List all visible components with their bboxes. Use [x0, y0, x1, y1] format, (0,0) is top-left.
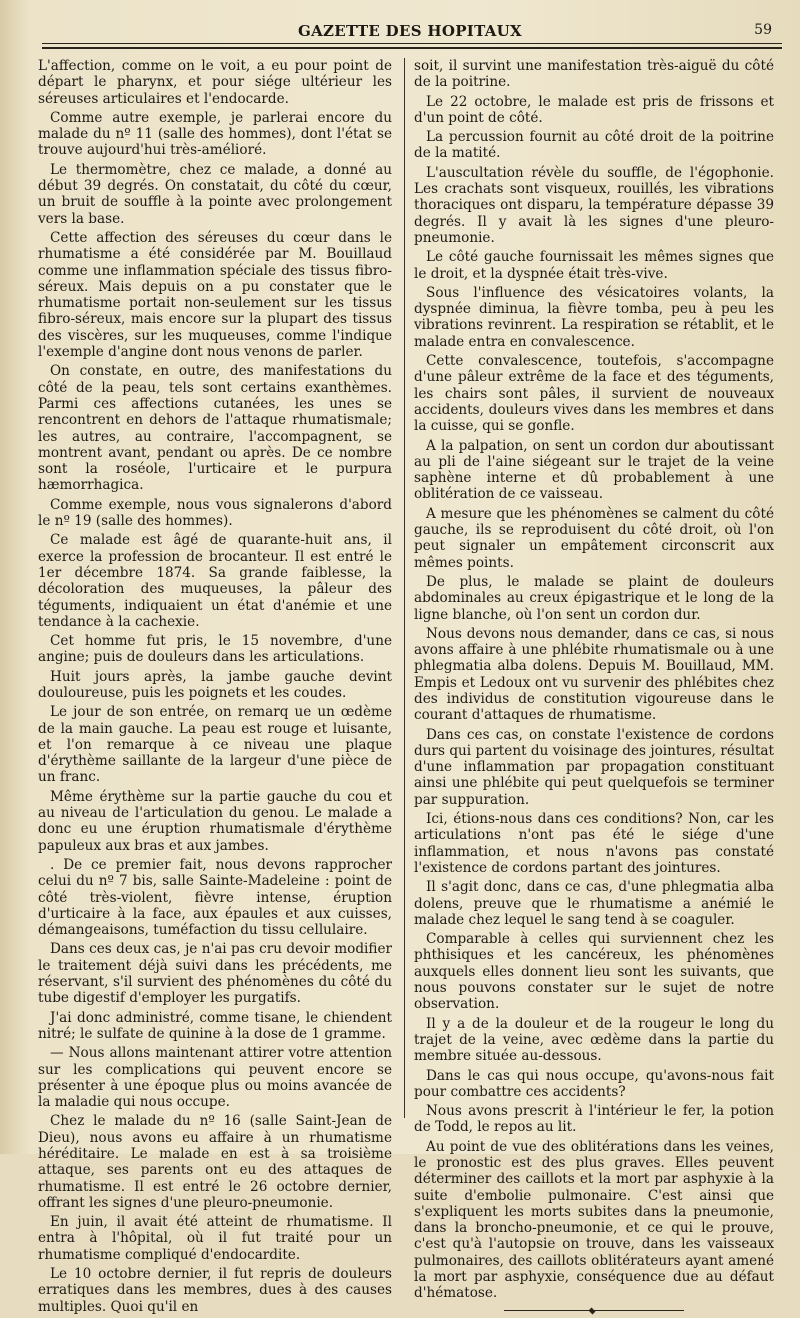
- paragraph: Comparable à celles qui surviennent chez les phthisiques et les cancéreux, les phénomènes auxquels elles donnent lieu sont les suivants, que nous pouvons constater sur le sujet de notre observation.: [414, 931, 774, 1013]
- paragraph: Chez le malade du nº 16 (salle Saint-Jean de Dieu), nous avons eu affaire à un rhumatisme héréditaire. Le malade en est à sa troisième attaque, ses parents ont eu des attaques de rhumatisme. Il est entré le 26 octobre dernier, offrant les signes d'une pleuro-pneumonie.: [38, 1113, 392, 1211]
- paragraph: On constate, en outre, des manifestations du côté de la peau, tels sont certains exanthèmes. Parmi ces affections cutanées, les unes se rencontrent en dehors de l'attaque rhumatismale; les autres, au contraire, l'accompagnent, se montrent avant, pendant ou après. De ce nombre sont la roséole, l'urticaire et le purpura hæmorrhagica.: [38, 363, 392, 494]
- column-divider: [404, 58, 405, 1118]
- paragraph: Dans le cas qui nous occupe, qu'avons-nous fait pour combattre ces accidents?: [414, 1067, 774, 1100]
- paragraph: Le 22 octobre, le malade est pris de frissons et d'un point de côté.: [414, 93, 774, 126]
- paragraph: Dans ces cas, on constate l'existence de cordons durs qui partent du voisinage des jointures, résultat d'une inflammation par propagation constituant ainsi une phlébite qui peut quelquefois se terminer par suppuration.: [414, 726, 774, 808]
- paragraph: Comme autre exemple, je parlerai encore du malade du nº 11 (salle des hommes), dont l'état se trouve aujourd'hui très-amélioré.: [38, 109, 392, 159]
- paragraph: Ce malade est âgé de quarante-huit ans, il exerce la profession de brocanteur. Il est entré le 1er décembre 1874. Sa grande faiblesse, la décoloration des muqueuses, la pâleur des téguments, indiquaient un état d'anémie et une tendance à la cachexie.: [38, 532, 392, 630]
- page-header: [40, 20, 780, 42]
- header-rule-thin: [42, 43, 782, 44]
- paragraph: Le jour de son entrée, on remarq ue un œdème de la main gauche. La peau est rouge et luisante, et l'on remarque à ce niveau une plaque d'érythème saillante de la largeur d'une pièce de un franc.: [38, 704, 392, 786]
- paragraph: A mesure que les phénomènes se calment du côté gauche, ils se reproduisent du côté droit, où l'on peut signaler un empâtement circonscrit aux mêmes points.: [414, 505, 774, 571]
- paragraph: La percussion fournit au côté droit de la poitrine de la matité.: [414, 129, 774, 162]
- paragraph: Il s'agit donc, dans ce cas, d'une phlegmatia alba dolens, preuve que le rhumatisme a anémié le malade chez lequel le sang tend à se coaguler.: [414, 879, 774, 928]
- paragraph: soit, il survint une manifestation très-aiguë du côté de la poitrine.: [414, 58, 774, 91]
- journal-title: GAZETTE DES HOPITAUX: [297, 22, 522, 40]
- paragraph: Cet homme fut pris, le 15 novembre, d'une angine; puis de douleurs dans les articulations.: [38, 633, 392, 666]
- left-column: [38, 58, 392, 1318]
- end-ornament: [504, 1308, 684, 1314]
- paragraph: Le thermomètre, chez ce malade, a donné au début 39 degrés. On constatait, du côté du cœur, un bruit de souffle à la pointe avec prolongement vers la base.: [38, 161, 392, 227]
- paragraph: Même érythème sur la partie gauche du cou et au niveau de l'articulation du genou. Le malade a donc eu une éruption rhumatismale d'érythème papuleux aux bras et aux jambes.: [38, 788, 392, 854]
- paragraph: En juin, il avait été atteint de rhumatisme. Il entra à l'hôpital, où il fut traité pour un rhumatisme compliqué d'endocardite.: [38, 1214, 392, 1263]
- paragraph: Ici, étions-nous dans ces conditions? Non, car les articulations n'ont pas été le siége d'une inflammation, et nous n'avons pas constaté l'existence de cordons partant des jointures.: [414, 811, 774, 876]
- paragraph: Le côté gauche fournissait les mêmes signes que le droit, et la dyspnée était très-vive.: [414, 249, 774, 282]
- right-column: [414, 58, 774, 1314]
- paragraph: L'affection, comme on le voit, a eu pour point de départ le pharynx, et pour siége ultérieur les séreuses articulaires et l'endocarde.: [38, 58, 392, 107]
- paragraph: Le 10 octobre dernier, il fut repris de douleurs erratiques dans les membres, dues à des causes multiples. Quoi qu'il en: [38, 1266, 392, 1315]
- paragraph: Huit jours après, la jambe gauche devint douloureuse, puis les poignets et les coudes.: [38, 668, 392, 701]
- paragraph: Nous devons nous demander, dans ce cas, si nous avons affaire à une phlébite rhumatismale ou à une phlegmatia alba dolens. Depuis M. Bouillaud, MM. Empis et Ledoux ont vu survenir des phlébites chez des individus de constitution vigoureuse dans le courant d'attaques de rhumatisme.: [414, 625, 774, 724]
- paragraph: Au point de vue des oblitérations dans les veines, le pronostic est des plus graves. Elles peuvent déterminer des caillots et la mort par asphyxie à la suite d'embolie pulmonaire. C'est ainsi que s'expliquent les morts subites dans la pneumonie, dans la broncho-pneumonie, et ce qui le prouve, c'est qu'à l'autopsie on trouve, dans les vaisseaux pulmonaires, des caillots oblitérateurs ayant amené la mort par asphyxie, conséquence due au défaut d'hématose.: [414, 1138, 774, 1302]
- paragraph: Dans ces deux cas, je n'ai pas cru devoir modifier le traitement déjà suivi dans les précédents, me réservant, s'il survient des phénomènes du côté du tube digestif d'employer les purgatifs.: [38, 941, 392, 1007]
- paragraph: Cette affection des séreuses du cœur dans le rhumatisme a été considérée par M. Bouillaud comme une inflammation spéciale des tissus fibro-séreux. Mais depuis on a pu constater que le rhumatisme portait non-seulement sur les tissus fibro-séreux, mais encore sur la plupart des tissus des viscères, sur les muqueuses, comme l'indique l'exemple d'angine dont nous venons de parler.: [38, 229, 392, 361]
- paragraph: A la palpation, on sent un cordon dur aboutissant au pli de l'aine siégeant sur le trajet de la veine saphène interne et dû probablement à une oblitération de ce vaisseau.: [414, 437, 774, 503]
- paragraph: Cette convalescence, toutefois, s'accompagne d'une pâleur extrême de la face et des téguments, les chairs sont pâles, il survient de nouveaux accidents, douleurs vives dans les membres et dans la cuisse, qui se gonfle.: [414, 353, 774, 435]
- paragraph: — Nous allons maintenant attirer votre attention sur les complications qui peuvent encore se présenter à une époque plus ou moins avancée de la maladie qui nous occupe.: [38, 1045, 392, 1111]
- paragraph: . De ce premier fait, nous devons rapprocher celui du nº 7 bis, salle Sainte-Madeleine : point de côté très-violent, fièvre intense, éruption d'urticaire à la face, aux épaules et aux cuisses, démangeaisons, tuméfaction du tissu cellulaire.: [38, 856, 392, 939]
- header-rule-thick: [42, 47, 782, 49]
- paragraph: Nous avons prescrit à l'intérieur le fer, la potion de Todd, le repos au lit.: [414, 1103, 774, 1136]
- paragraph: J'ai donc administré, comme tisane, le chiendent nitré; le sulfate de quinine à la dose de 1 gramme.: [38, 1009, 392, 1042]
- paragraph: Il y a de la douleur et de la rougeur le long du trajet de la veine, avec œdème dans la partie du membre située au-dessous.: [414, 1015, 774, 1065]
- paragraph: De plus, le malade se plaint de douleurs abdominales au creux épigastrique et le long de la ligne blanche, où l'on sent un cordon dur.: [414, 573, 774, 623]
- paragraph: L'auscultation révèle du souffle, de l'égophonie. Les crachats sont visqueux, rouillés, les vibrations thoraciques ont disparu, la température dépasse 39 degrés. Il y avait là les signes d'une pleuro-pneumonie.: [414, 164, 774, 246]
- paragraph: Sous l'influence des vésicatoires volants, la dyspnée diminua, la fièvre tomba, peu à peu les vibrations revinrent. La respiration se rétablit, et le malade entra en convalescence.: [414, 284, 774, 350]
- page-number: 59: [754, 22, 772, 38]
- paragraph: Comme exemple, nous vous signalerons d'abord le nº 19 (salle des hommes).: [38, 496, 392, 530]
